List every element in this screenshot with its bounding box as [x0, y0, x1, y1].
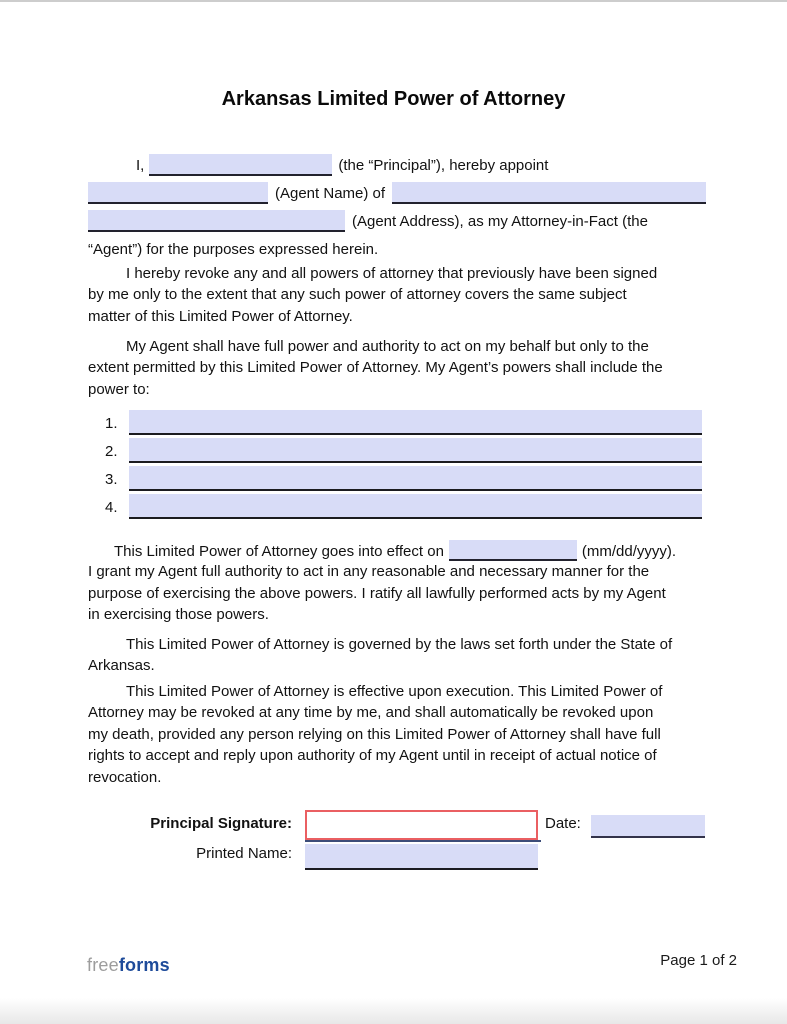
- power-4-field[interactable]: [129, 494, 702, 519]
- intro-line2-mid: (Agent Name) of: [275, 185, 386, 202]
- power-number: 1.: [105, 415, 118, 432]
- agent-address-field-1[interactable]: [392, 182, 706, 204]
- text-line: I grant my Agent full authority to act in any reasonable and necessary manner for the: [88, 563, 650, 581]
- appointment-section: [88, 148, 706, 260]
- logo-free-text: free: [87, 955, 119, 975]
- power-number: 4.: [105, 499, 118, 516]
- paragraph-effect-date: [88, 540, 708, 626]
- principal-name-field[interactable]: [149, 154, 332, 176]
- effect-date-field[interactable]: [449, 540, 577, 561]
- text-line: power to:: [88, 380, 150, 398]
- paragraph-effective: [88, 681, 708, 788]
- text-line: This Limited Power of Attorney is effective upon execution. This Limited Power of: [126, 683, 663, 700]
- printed-name-field[interactable]: [305, 844, 538, 870]
- agent-name-field[interactable]: [88, 182, 268, 204]
- text-line: [88, 540, 708, 561]
- text-line: revocation.: [88, 768, 162, 786]
- power-row-2: [88, 436, 702, 463]
- text-line: I hereby revoke any and all powers of attorney that previously have been signed: [126, 265, 658, 282]
- signature-date-field[interactable]: [591, 815, 705, 838]
- printed-name-row: [88, 844, 728, 870]
- text-line: matter of this Limited Power of Attorney.: [88, 307, 353, 325]
- power-3-field[interactable]: [129, 466, 702, 491]
- text-line: Attorney may be revoked at any time by me, and shall automatically be revoked upon: [88, 704, 654, 722]
- power-row-4: [88, 492, 702, 519]
- power-row-1: [88, 408, 702, 435]
- text-line: rights to accept and reply upon authority of my Agent until in receipt of actual notice of: [88, 747, 657, 765]
- paragraph-governing-law: [88, 634, 708, 677]
- text-line: my death, provided any person relying on this Limited Power of Attorney shall have full: [88, 725, 661, 743]
- intro-line-2: [88, 176, 706, 204]
- power-number: 3.: [105, 471, 118, 488]
- text-line: purpose of exercising the above powers. I ratify all lawfully performed acts by my Agent: [88, 584, 666, 602]
- page-number: Page 1 of 2: [660, 952, 737, 969]
- power-2-field[interactable]: [129, 438, 702, 463]
- logo-forms-text: forms: [118, 955, 170, 975]
- printed-name-label: Printed Name:: [196, 845, 292, 862]
- text-line: My Agent shall have full power and authority to act on my behalf but only to the: [126, 338, 649, 355]
- power-1-field[interactable]: [129, 410, 702, 435]
- principal-signature-label: Principal Signature:: [150, 815, 292, 832]
- text-line: by me only to the extent that any such power of attorney covers the same subject: [88, 286, 627, 304]
- intro-line-3: [88, 204, 706, 232]
- paragraph-revocation: [88, 263, 708, 327]
- intro-line1-post: (the “Principal”), hereby appoint: [338, 157, 549, 174]
- document-title: Arkansas Limited Power of Attorney: [221, 88, 566, 110]
- paragraph-powers-intro: [88, 336, 708, 400]
- power-number: 2.: [105, 443, 118, 460]
- intro-line4-text: “Agent”) for the purposes expressed herein.: [88, 241, 379, 258]
- principal-signature-field[interactable]: [305, 810, 538, 840]
- date-label: Date:: [545, 815, 581, 832]
- intro-line-4: [88, 232, 706, 260]
- intro-line3-post: (Agent Address), as my Attorney-in-Fact (the: [352, 213, 648, 230]
- intro-line-1: [88, 148, 706, 176]
- signature-row: [88, 810, 728, 840]
- agent-address-field-2[interactable]: [88, 210, 345, 232]
- intro-line1-pre: I,: [136, 157, 145, 174]
- date-format-hint: (mm/dd/yyyy).: [581, 543, 677, 560]
- power-row-3: [88, 464, 702, 491]
- text-line: in exercising those powers.: [88, 606, 269, 624]
- text-line: extent permitted by this Limited Power of Attorney. My Agent’s powers shall include the: [88, 359, 663, 377]
- effect-lead-text: This Limited Power of Attorney goes into effect on: [114, 543, 444, 560]
- text-line: This Limited Power of Attorney is governed by the laws set forth under the State of: [126, 636, 673, 653]
- signature-section: [88, 810, 728, 870]
- freeforms-logo: [87, 955, 170, 976]
- powers-list: [88, 408, 702, 520]
- text-line: Arkansas.: [88, 657, 155, 675]
